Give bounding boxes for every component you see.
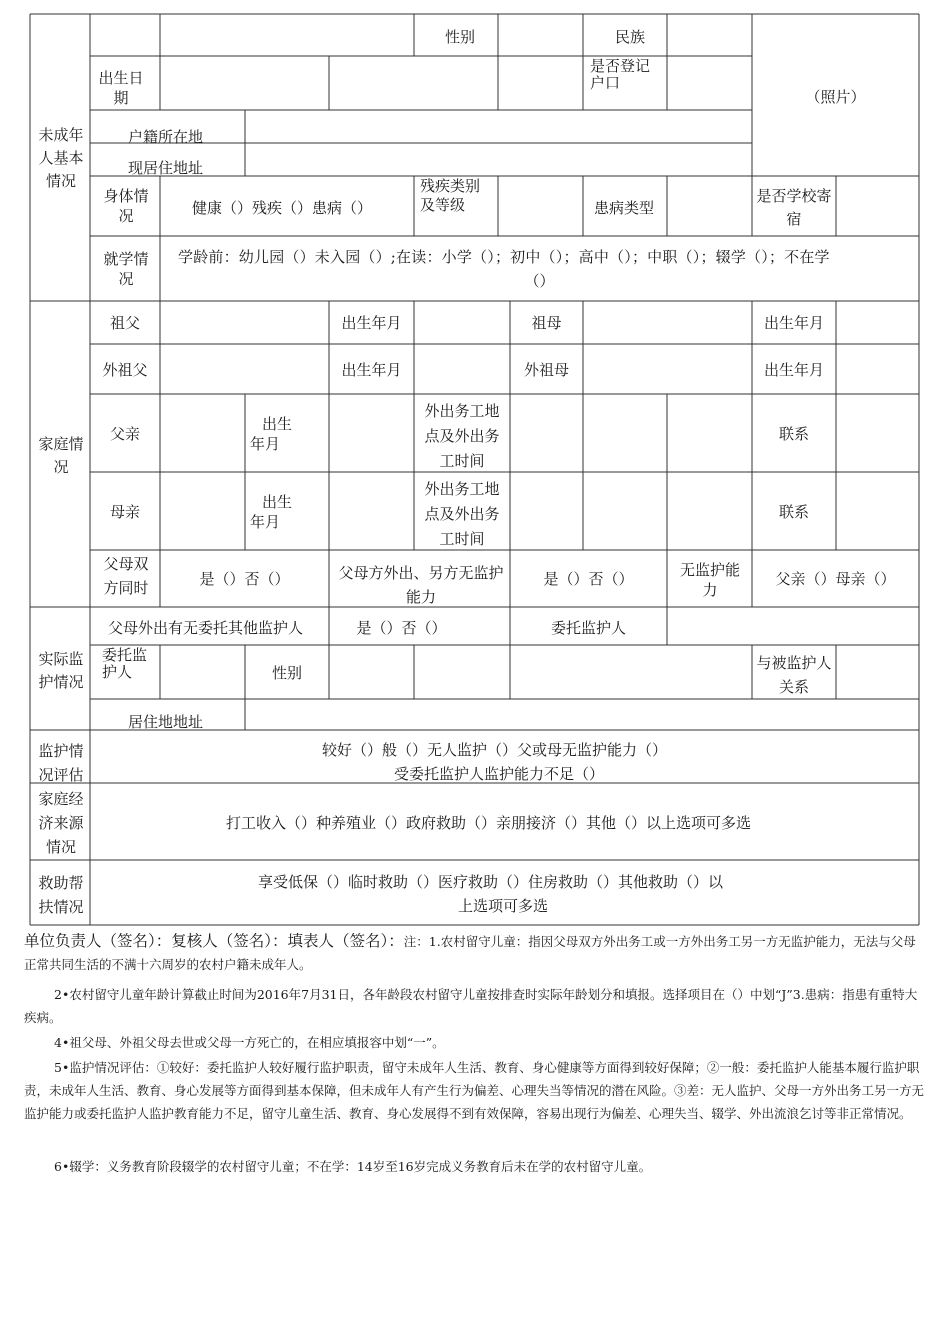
signature-line: 单位负责人（签名）：复核人（签名）：填表人（签名）：	[24, 932, 404, 950]
entrusted-guardian-short: 委托监护人	[102, 647, 148, 681]
note-signatures	[24, 930, 928, 976]
mat-grandmother-birth-label: 出生年月	[763, 361, 824, 379]
assistance-options-2[interactable]: 上选项可多选	[458, 897, 549, 915]
economy-options[interactable]: 打工收入（）种养殖业（）政府救助（）亲朋接济（）其他（）以上选项可多选	[226, 814, 752, 832]
photo-placeholder: （照片）	[805, 88, 866, 106]
section-evaluation: 监护情况评估	[38, 742, 84, 784]
section-economy: 家庭经济来源情况	[38, 790, 84, 856]
health-options[interactable]: 健康（）残疾（）患病（）	[192, 199, 373, 217]
evaluation-options-2[interactable]: 受委托监护人监护能力不足（）	[394, 765, 605, 783]
section-guardian: 实际监护情况	[38, 650, 84, 691]
section-basic: 未成年人基本情况	[38, 126, 84, 190]
mat-grandfather-label: 外祖父	[102, 361, 148, 379]
grandfather-birth-label: 出生年月	[341, 314, 402, 332]
guardian-address-label: 居住地地址	[128, 713, 204, 731]
birth-label: 出生日期	[98, 69, 144, 107]
ethnicity-label: 民族	[615, 28, 646, 46]
relation-label: 与被监护人关系	[756, 654, 832, 696]
disability-label: 残疾类别及等级	[420, 177, 481, 214]
note-5: 5•监护情况评估：①较好：委托监护人较好履行监护职责，留守未成年人生活、教育、身心健康等方面得到较好保障；②一般：委托监护人能基本履行监护职责，未成年人生活、教育、身心发展等方面得到基本保障，但未成年人有产生行为偏差、心理失当等情况的潜在风险。③差：无人监护、父母一方外出务工另一方无监护能力或委托监护人监护教育能力不足，留守儿童生活、教育、身心发展得不到有效保障，容易出现行为偏差、心理失当、辍学、外出流浪乞讨等非正常情况。	[24, 1060, 925, 1121]
school-options[interactable]: 学龄前：幼儿园（）未入园（）;在读：小学（）；初中（）；高中（）；中职（）；辍学（）；不在学	[178, 248, 830, 266]
mat-grandfather-birth-label: 出生年月	[341, 361, 402, 379]
evaluation-options[interactable]: 较好（）般（）无人监护（）父或母无监护能力（）	[322, 741, 668, 759]
gender-label: 性别	[445, 28, 476, 46]
section-assistance: 救助帮扶情况	[38, 874, 84, 916]
mother-label: 母亲	[109, 503, 140, 521]
father-birth-label: 出生年月	[250, 415, 293, 453]
father-contact-label: 联系	[778, 425, 809, 443]
school-label: 就学情况	[103, 250, 149, 288]
one-out-label: 父母方外出、另方无监护能力	[338, 564, 504, 606]
entrusted-yes-no[interactable]: 是（）否（）	[356, 619, 447, 637]
both-parents-out-label: 父母双方同时	[103, 555, 149, 597]
mat-grandmother-label: 外祖母	[523, 361, 569, 379]
residence-label: 现居住地址	[128, 159, 204, 177]
note-1: 注：1.农村留守儿童：指因父母双方外出务工或一方外出务工另一方无监护能力，无法与父母正常共同生活的不满十六周岁的农村户籍未成年人。	[24, 934, 916, 972]
section-family: 家庭情况	[38, 435, 84, 476]
note-2: 2•农村留守儿童年龄计算截止时间为2016年7月31日，各年龄段农村留守儿童按排查时实际年龄划分和填报。选择项目在（）中划“J”3.患病：指患有重特大疾病。	[24, 987, 918, 1025]
father-label: 父亲	[109, 425, 140, 443]
note-6: 6•辍学：义务教育阶段辍学的农村留守儿童；不在学：14岁至16岁完成义务教育后未在学的农村留守儿童。	[54, 1159, 652, 1174]
assistance-options[interactable]: 享受低保（）临时救助（）医疗救助（）住房救助（）其他救助（）以	[258, 873, 724, 891]
hukou-registered-label: 是否登记户口	[590, 58, 651, 92]
school-options-cont: （）	[524, 272, 555, 290]
health-label: 身体情况	[103, 187, 149, 225]
mother-work-label: 外出务工地点及外出务工时间	[424, 480, 500, 548]
entrusted-question: 父母外出有无委托其他监护人	[108, 619, 304, 637]
one-out-yes-no[interactable]: 是（）否（）	[543, 570, 634, 588]
mother-contact-label: 联系	[778, 503, 809, 521]
note-4: 4•祖父母、外祖父母去世或父母一方死亡的，在相应填报容中划“一”。	[54, 1035, 445, 1050]
father-work-label: 外出务工地点及外出务工时间	[424, 402, 500, 470]
mother-birth-label: 出生年月	[250, 493, 293, 531]
entrusted-guardian-label: 委托监护人	[550, 619, 626, 637]
grandmother-label: 祖母	[531, 314, 562, 332]
guardian-gender-label: 性别	[271, 664, 302, 682]
both-out-yes-no[interactable]: 是（）否（）	[199, 570, 290, 588]
no-ability-label: 无监护能力	[679, 561, 740, 599]
illness-type-label: 患病类型	[594, 199, 655, 217]
grandmother-birth-label: 出生年月	[763, 314, 824, 332]
grandfather-label: 祖父	[109, 314, 140, 332]
hukou-place-label: 户籍所在地	[128, 128, 204, 146]
father-mother-options[interactable]: 父亲（）母亲（）	[775, 570, 896, 588]
boarding-label: 是否学校寄宿	[756, 187, 832, 228]
